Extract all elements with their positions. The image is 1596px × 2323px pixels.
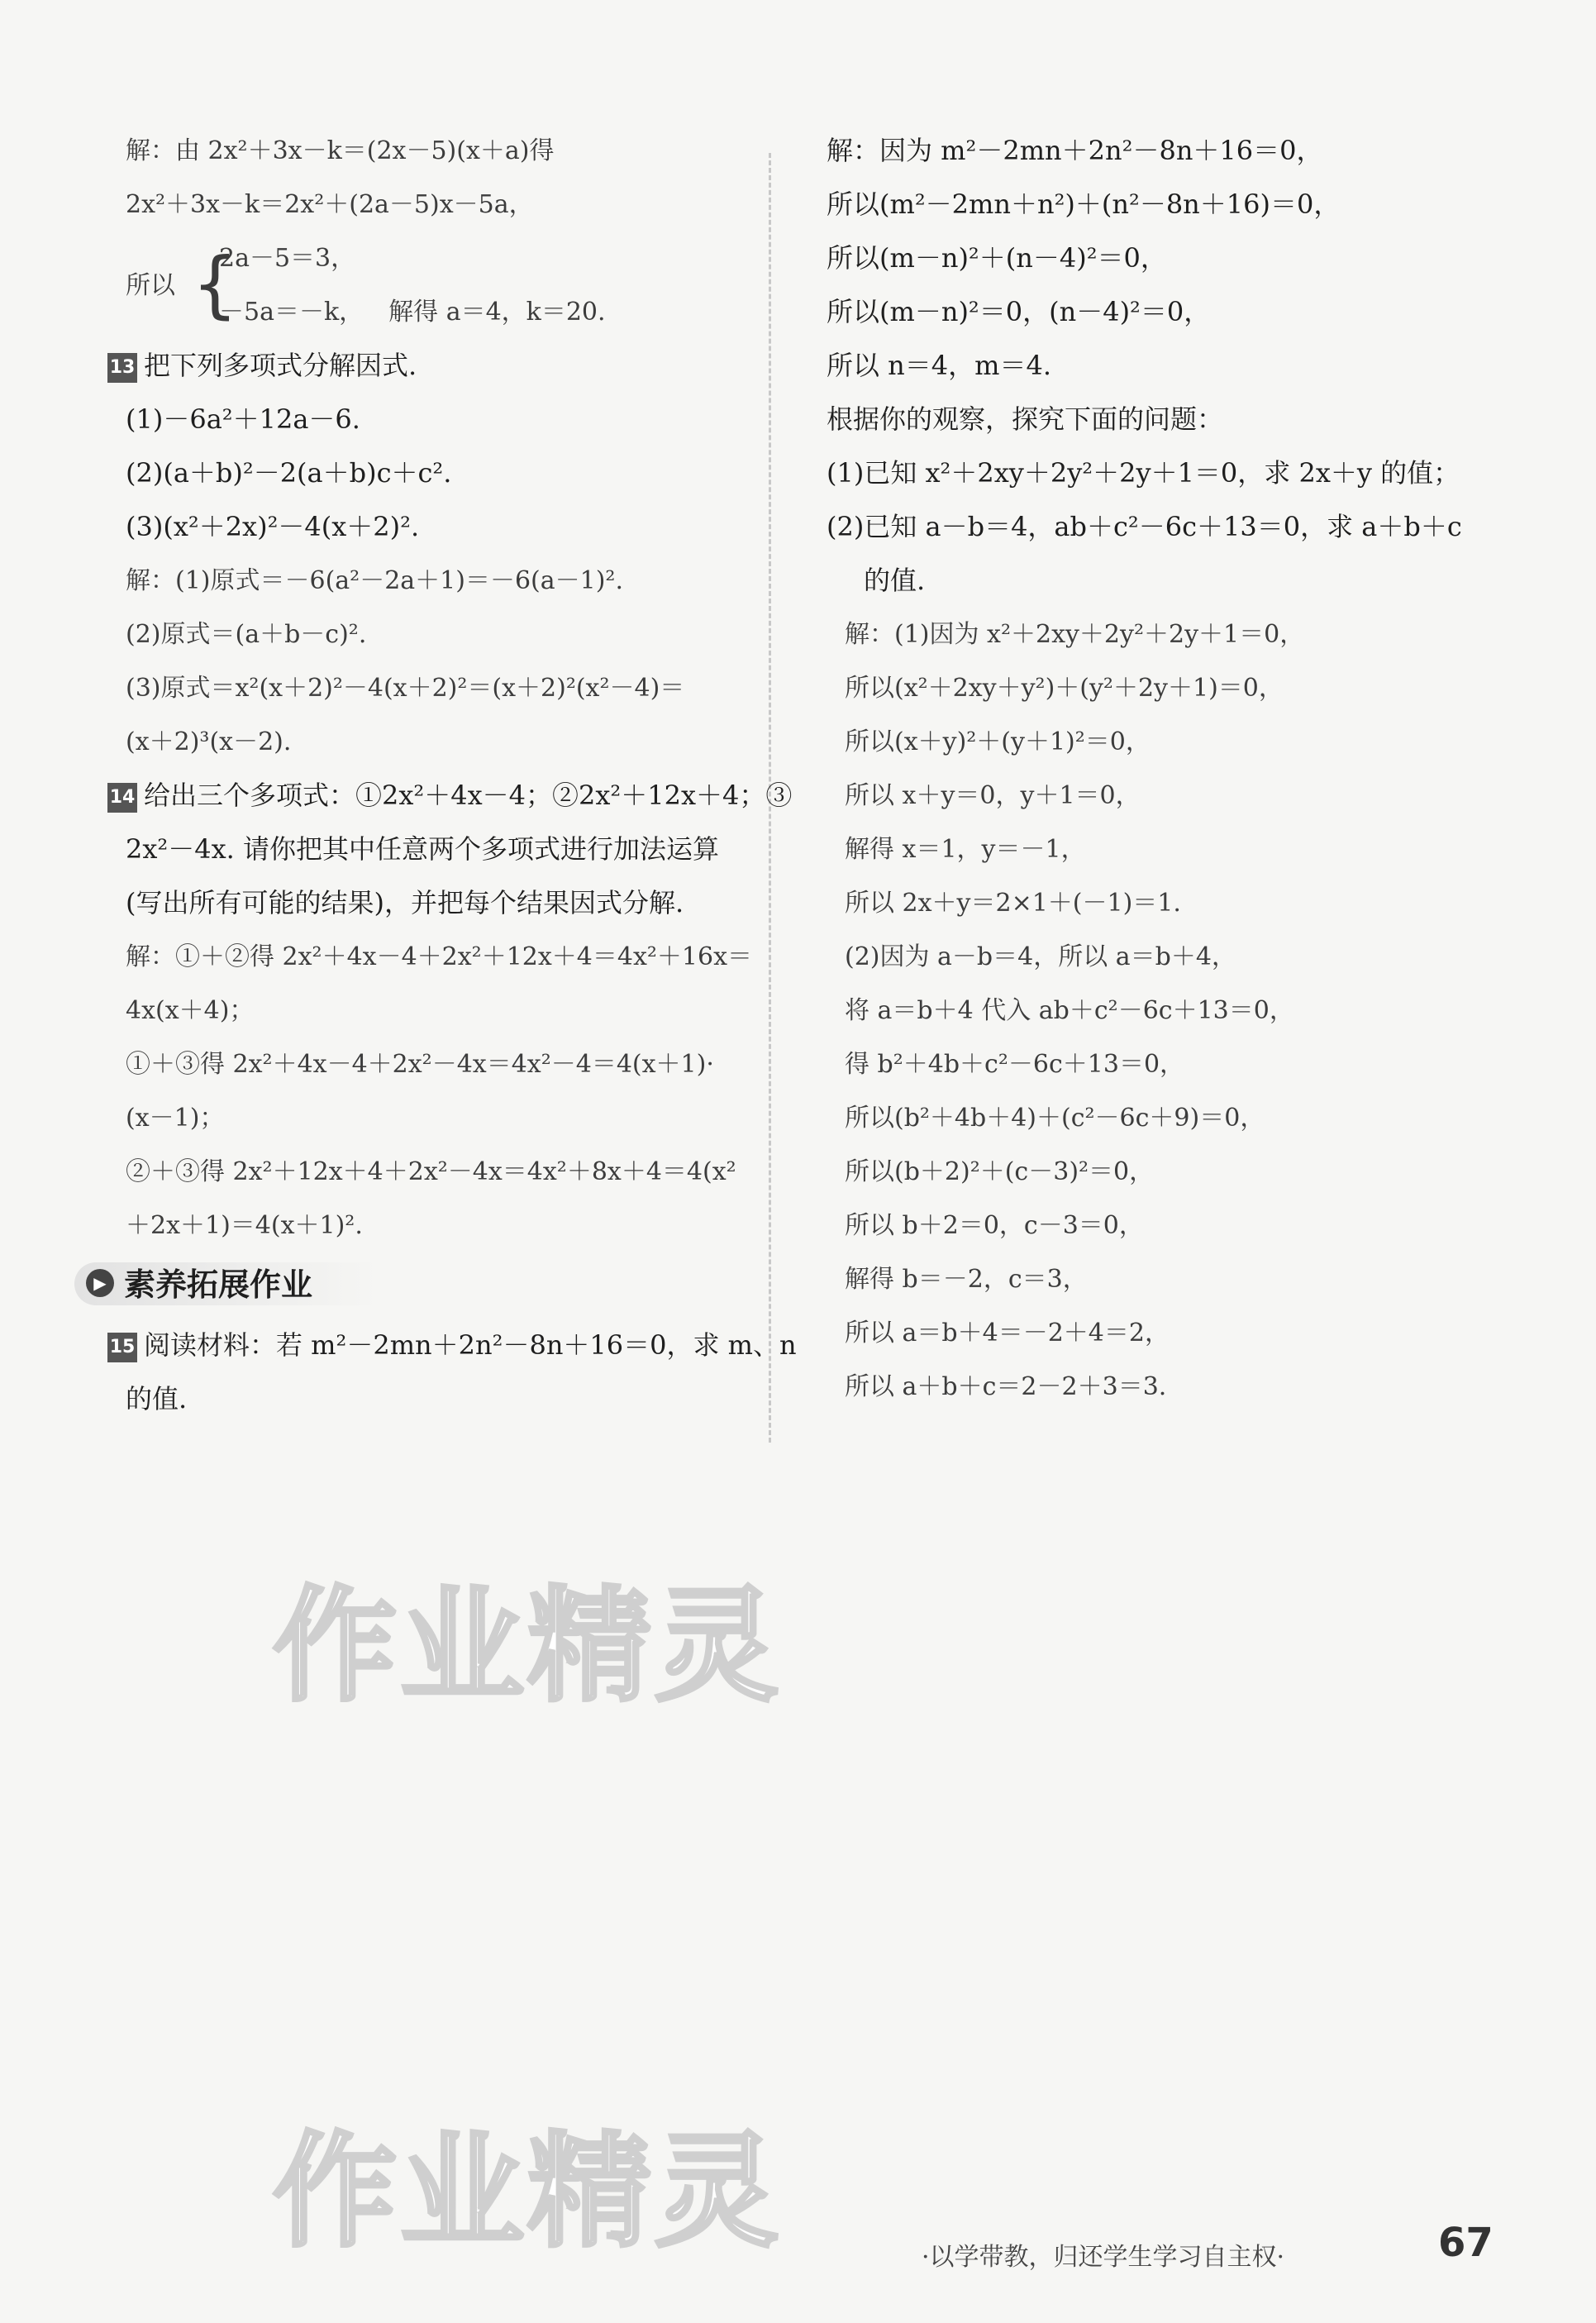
solution-line: (2)原式＝(a＋b－c)². bbox=[126, 620, 367, 649]
solution-line: 解：(1)因为 x²＋2xy＋2y²＋2y＋1＝0， bbox=[845, 620, 1305, 649]
left-column bbox=[93, 124, 797, 1426]
section-title: 素养拓展作业 bbox=[124, 1266, 313, 1303]
material-line: 根据你的观察，探究下面的问题： bbox=[827, 403, 1224, 435]
left-brace-icon: { bbox=[192, 241, 238, 327]
solution-line: 所以 2x＋y＝2×1＋(－1)＝1. bbox=[845, 889, 1181, 918]
solution-line: 解：(1)原式＝－6(a²－2a＋1)＝－6(a－1)². bbox=[126, 566, 623, 595]
material-line: 解：因为 m²－2mn＋2n²－8n＋16＝0， bbox=[827, 135, 1323, 166]
watermark: 作业精灵 bbox=[273, 1575, 783, 1719]
solution-line: ②＋③得 2x²＋12x＋4＋2x²－4x＝4x²＋8x＋4＝4(x² bbox=[126, 1157, 736, 1186]
question-item: (1)已知 x²＋2xy＋2y²＋2y＋1＝0，求 2x＋y 的值； bbox=[827, 457, 1460, 489]
system-row-2 bbox=[219, 285, 606, 339]
solution-line: 解得 b＝－2，c＝3， bbox=[845, 1265, 1088, 1294]
question-item: (2)(a＋b)²－2(a＋b)c＋c². bbox=[126, 457, 452, 489]
material-line: 所以 n＝4，m＝4. bbox=[827, 350, 1052, 381]
material-line: 所以(m－n)²＝0，(n－4)²＝0， bbox=[827, 296, 1211, 327]
question-13 bbox=[107, 339, 760, 393]
question-text: 给出三个多项式：①2x²＋4x－4；②2x²＋12x＋4；③ bbox=[144, 780, 793, 811]
watermark: 作业精灵 bbox=[273, 2120, 783, 2264]
solution-line: (x＋2)³(x－2). bbox=[126, 727, 292, 756]
solution-line: (2)因为 a－b＝4，所以 a＝b＋4， bbox=[845, 942, 1236, 971]
solution-line: 将 a＝b＋4 代入 ab＋c²－6c＋13＝0， bbox=[845, 996, 1294, 1025]
solution-line: 解：由 2x²＋3x－k＝(2x－5)(x＋a)得 bbox=[126, 136, 555, 165]
question-text-line: (写出所有可能的结果)，并把每个结果因式分解. bbox=[126, 887, 684, 918]
system-result: 解得 a＝4，k＝20. bbox=[388, 298, 606, 327]
solution-line: 所以(x²＋2xy＋y²)＋(y²＋2y＋1)＝0， bbox=[845, 674, 1284, 703]
solution-line: 得 b²＋4b＋c²－6c＋13＝0， bbox=[845, 1050, 1185, 1079]
footer-motto: ·以学带教，归还学生学习自主权· bbox=[922, 2243, 1285, 2272]
question-text-line: 2x²－4x. 请你把其中任意两个多项式进行加法运算 bbox=[126, 833, 719, 865]
question-item: (1)－6a²＋12a－6. bbox=[126, 403, 360, 435]
system-lead: 所以 bbox=[126, 271, 175, 300]
question-text: 把下列多项式分解因式. bbox=[144, 350, 417, 381]
solution-line: 所以(x＋y)²＋(y＋1)²＝0， bbox=[845, 727, 1151, 756]
page-number: 67 bbox=[1438, 2220, 1494, 2266]
solution-line: 所以 a＝b＋4＝－2＋4＝2， bbox=[845, 1319, 1170, 1348]
material-line: 所以(m²－2mn＋n²)＋(n²－8n＋16)＝0， bbox=[827, 188, 1341, 220]
question-item: (3)(x²＋2x)²－4(x＋2)². bbox=[126, 511, 420, 542]
question-item-cont: 的值. bbox=[864, 565, 926, 596]
solution-line: 2x²＋3x－k＝2x²＋(2a－5)x－5a， bbox=[126, 190, 534, 219]
question-number-badge: 15 bbox=[107, 1333, 137, 1362]
system-equation-1: 2a－5＝3， bbox=[219, 244, 356, 273]
solution-line: 解得 x＝1，y＝－1， bbox=[845, 835, 1086, 864]
solution-line: 解：①＋②得 2x²＋4x－4＋2x²＋12x＋4＝4x²＋16x＝ bbox=[126, 942, 752, 971]
solution-line: 所以 a＋b＋c＝2－2＋3＝3. bbox=[845, 1372, 1167, 1401]
question-text: 阅读材料：若 m²－2mn＋2n²－8n＋16＝0，求 m、n bbox=[144, 1329, 797, 1361]
solution-line: ①＋③得 2x²＋4x－4＋2x²－4x＝4x²－4＝4(x＋1)· bbox=[126, 1050, 714, 1079]
solution-line: 所以(b²＋4b＋4)＋(c²－6c＋9)＝0， bbox=[845, 1104, 1265, 1133]
question-14 bbox=[107, 769, 793, 823]
question-text-line: 的值. bbox=[126, 1383, 188, 1414]
arrow-right-icon: ▶ bbox=[86, 1269, 114, 1297]
material-line: 所以(m－n)²＋(n－4)²＝0， bbox=[827, 242, 1167, 274]
section-header bbox=[74, 1257, 760, 1317]
system-equation-2: －5a＝－k， bbox=[219, 298, 364, 327]
question-item: (2)已知 a－b＝4，ab＋c²－6c＋13＝0，求 a＋b＋c bbox=[827, 511, 1462, 542]
question-number-badge: 14 bbox=[107, 783, 137, 813]
solution-line: (3)原式＝x²(x＋2)²－4(x＋2)²＝(x＋2)²(x²－4)＝ bbox=[126, 674, 685, 703]
solution-line: 4x(x＋4)； bbox=[126, 996, 255, 1025]
solution-line: 所以(b＋2)²＋(c－3)²＝0， bbox=[845, 1157, 1155, 1186]
right-column bbox=[827, 124, 1513, 1414]
solution-line: ＋2x＋1)＝4(x＋1)². bbox=[126, 1211, 363, 1240]
solution-line: 所以 b＋2＝0，c－3＝0， bbox=[845, 1211, 1144, 1240]
question-number-badge: 13 bbox=[107, 353, 137, 383]
question-15 bbox=[107, 1319, 797, 1372]
equation-system bbox=[107, 231, 760, 339]
solution-line: 所以 x＋y＝0，y＋1＝0， bbox=[845, 781, 1141, 810]
solution-line: (x－1)； bbox=[126, 1104, 225, 1133]
